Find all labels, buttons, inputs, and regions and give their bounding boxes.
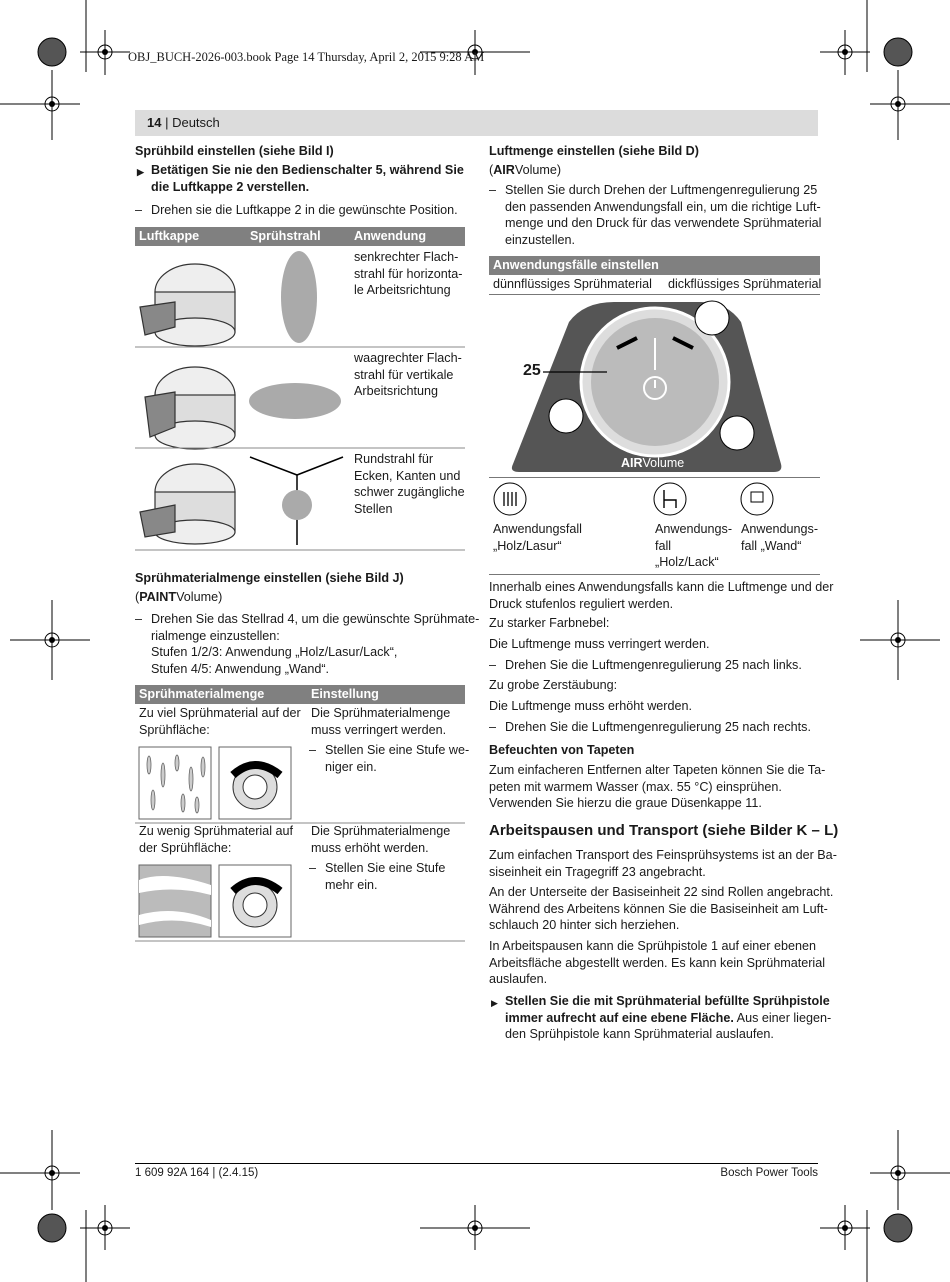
text-line: Stufen 1/2/3: Anwendung „Holz/Lasur/Lack“, xyxy=(151,645,398,659)
text-line: Stellen xyxy=(354,501,393,516)
paintvolume-label: (PAINTVolume) xyxy=(135,590,223,604)
paragraph-transport-2 xyxy=(489,884,833,934)
text-line: strahl für vertikale xyxy=(354,367,454,382)
section-title-air-amount: Luftmenge einstellen (siehe Bild D) xyxy=(489,144,699,158)
page-number: 14 xyxy=(147,115,162,130)
footer-brand: Bosch Power Tools xyxy=(720,1167,818,1179)
section-title-material-amount: Sprühmaterialmenge einstellen (siehe Bild J) xyxy=(135,571,404,585)
col-setting: Einstellung xyxy=(311,687,379,701)
header-language: Deutsch xyxy=(172,115,220,130)
case-wand xyxy=(741,521,818,554)
paragraph-wallpaper xyxy=(489,762,825,812)
text-line-bold: immer aufrecht auf eine ebene Fläche. xyxy=(505,1010,734,1025)
text-line: Anwendungs- xyxy=(655,522,733,536)
row1-anwendung xyxy=(354,249,463,299)
text-line: Die Sprühmaterialmenge xyxy=(311,706,451,720)
page-header xyxy=(135,110,818,136)
text-line: Druck stufenlos reguliert werden. xyxy=(489,596,674,611)
text-line: fall „Wand“ xyxy=(741,538,802,553)
warning-line-1: ▶ Betätigen Sie nie den Bedienschalter 5, während Sie xyxy=(151,162,464,179)
header-separator: | xyxy=(161,115,173,130)
text-line: menge und den Druck für das verwendete Sprühmaterial xyxy=(505,216,822,230)
paragraph-too-much-mist: Zu starker Farbnebel: xyxy=(489,616,610,630)
text-line: Sprühfläche: xyxy=(139,722,210,737)
text-line: Die Sprühmaterialmenge xyxy=(311,824,451,838)
col-spruehstrahl: Sprühstrahl xyxy=(250,229,321,243)
text-line: niger ein. xyxy=(325,759,377,774)
volume-rest: Volume xyxy=(176,590,219,604)
text-line: – Stellen Sie eine Stufe we- xyxy=(325,742,469,759)
text-line: den passenden Anwendungsfall ein, um die richtige Luft- xyxy=(505,199,821,214)
text-line: muss verringert werden. xyxy=(311,722,447,737)
text-line: muss erhöht werden. xyxy=(311,840,429,855)
step-air-regulation xyxy=(505,182,821,248)
col-luftkappe: Luftkappe xyxy=(139,229,200,243)
text-line: Anwendungs- xyxy=(741,522,819,536)
warning-upright xyxy=(505,993,831,1043)
case-icons xyxy=(489,480,820,520)
step-turn-left: – Drehen Sie die Luftmengenregulierung 25 nach links. xyxy=(505,657,802,674)
text-line: mehr ein. xyxy=(325,877,378,892)
step-turn-right: – Drehen Sie die Luftmengenregulierung 25 nach rechts. xyxy=(505,719,811,736)
text-line: „Holz/Lasur“ xyxy=(493,538,562,553)
footer-doc-number: 1 609 92A 164 | (2.4.15) xyxy=(135,1167,259,1179)
air-bold: AIR xyxy=(493,163,515,177)
paragraph-increase-air: Die Luftmenge muss erhöht werden. xyxy=(489,699,693,713)
text-line: einzustellen. xyxy=(505,232,576,247)
col-anwendung: Anwendung xyxy=(354,229,427,243)
text-line: Anwendungsfall xyxy=(493,522,582,536)
book-info-line: OBJ_BUCH-2026-003.book Page 14 Thursday, April 2, 2015 9:28 AM xyxy=(128,50,485,64)
section-title-transport: Arbeitspausen und Transport (siehe Bilder K – L) xyxy=(489,822,839,839)
table-aircap-header xyxy=(135,227,465,246)
airvolume-dial-illustration xyxy=(489,296,820,478)
row3-anwendung xyxy=(354,451,465,517)
text-line: der Sprühfläche: xyxy=(139,840,232,855)
text-line: Ecken, Kanten und xyxy=(354,468,461,483)
col-thin-material: dünnflüssiges Sprühmaterial xyxy=(493,277,652,291)
text-line: den Sprühpistole kann Sprühmaterial auslaufen. xyxy=(505,1027,774,1041)
material-illustrations xyxy=(135,745,465,945)
paragraph-coarse-atomization: Zu grobe Zerstäubung: xyxy=(489,678,618,692)
step-rotate-aircap: – Drehen sie die Luftkappe 2 in die gewünschte Position. xyxy=(151,202,458,219)
text-line: Arbeitsrichtung xyxy=(354,384,438,398)
text-line: – Stellen Sie durch Drehen der Luftmengenregulierung 25 xyxy=(505,182,821,199)
text-line: rialmenge einzustellen: xyxy=(151,628,280,643)
paragraph-stepless xyxy=(489,579,833,612)
paint-bold: PAINT xyxy=(139,590,177,604)
text-line: Zu viel Sprühmaterial auf der xyxy=(139,706,301,720)
text-line: fall xyxy=(655,538,672,553)
text-line: strahl für horizonta- xyxy=(354,266,463,281)
table-cases-header: Anwendungsfälle einstellen xyxy=(489,256,820,275)
text-line: Zu wenig Sprühmaterial auf xyxy=(139,824,294,838)
text-line: siseinheit ein Tragegriff 23 angebracht. xyxy=(489,864,706,879)
text-line: schlauch 20 hinter sich herziehen. xyxy=(489,918,680,932)
case-holz-lack xyxy=(655,521,732,571)
text-line: Zum einfachen Transport des Feinsprühsystems ist an der Ba- xyxy=(489,848,837,862)
volume-rest: Volume xyxy=(514,163,557,177)
airvolume-label: (AIRVolume) xyxy=(489,163,562,177)
text-line: schwer zugängliche xyxy=(354,485,465,499)
dial-airvolume-label xyxy=(621,456,684,470)
text-line: le Arbeitsrichtung xyxy=(354,283,451,297)
text-line: – Drehen Sie das Stellrad 4, um die gewünschte Sprühmate- xyxy=(151,611,479,628)
section-title-wallpaper: Befeuchten von Tapeten xyxy=(489,743,635,757)
text-line: Rundstrahl für xyxy=(354,452,434,466)
text-line: peten mit warmem Wasser (max. 55 °C) einsprühen. xyxy=(489,779,782,794)
dial-air-bold: AIR xyxy=(621,456,643,470)
col-thick-material: dickflüssiges Sprühmaterial xyxy=(668,277,822,291)
text-line: „Holz/Lack“ xyxy=(655,555,719,569)
text-line: Verwenden Sie hierzu die graue Düsenkappe 11. xyxy=(489,796,762,810)
paragraph-transport-1 xyxy=(489,847,837,880)
text-line: auslaufen. xyxy=(489,972,548,986)
text-line: Zum einfacheren Entfernen alter Tapeten können Sie die Ta- xyxy=(489,763,826,777)
step-adjust-wheel xyxy=(151,611,479,677)
text-line: Innerhalb eines Anwendungsfalls kann die Luftmenge und der xyxy=(489,580,834,594)
text-line: An der Unterseite der Basiseinheit 22 sind Rollen angebracht. xyxy=(489,885,834,899)
col-material: Sprühmaterialmenge xyxy=(139,687,265,701)
text-line: ▶ Stellen Sie die mit Sprühmaterial befüllte Sprühpistole xyxy=(505,994,830,1008)
table-material-header xyxy=(135,685,465,704)
text-line-rest: Aus einer liegen- xyxy=(733,1010,832,1025)
text-line: In Arbeitspausen kann die Sprühpistole 1 auf einer ebenen xyxy=(489,939,816,953)
text-line: Stufen 4/5: Anwendung „Wand“. xyxy=(151,661,330,676)
text-line: Arbeitsfläche abgestellt werden. Es kann kein Sprühmaterial xyxy=(489,955,826,970)
row-too-much-left xyxy=(139,705,301,738)
section-title-spray-pattern: Sprühbild einstellen (siehe Bild I) xyxy=(135,144,334,158)
text-line: – Stellen Sie eine Stufe xyxy=(325,860,445,877)
row-too-much-right xyxy=(311,705,450,738)
paragraph-transport-3 xyxy=(489,938,825,988)
footer-rule xyxy=(135,1163,818,1164)
text-line: waagrechter Flach- xyxy=(354,351,462,365)
row2-anwendung xyxy=(354,350,462,400)
case-holz-lasur xyxy=(493,521,582,554)
text-line: senkrechter Flach- xyxy=(354,250,459,264)
paragraph-reduce-air: Die Luftmenge muss verringert werden. xyxy=(489,637,710,651)
warning-line-2: die Luftkappe 2 verstellen. xyxy=(151,180,310,194)
dial-volume-rest: Volume xyxy=(642,456,685,470)
dial-callout-number: 25 xyxy=(523,362,541,379)
text-line: Während des Arbeitens können Sie die Basiseinheit am Luft- xyxy=(489,901,828,916)
